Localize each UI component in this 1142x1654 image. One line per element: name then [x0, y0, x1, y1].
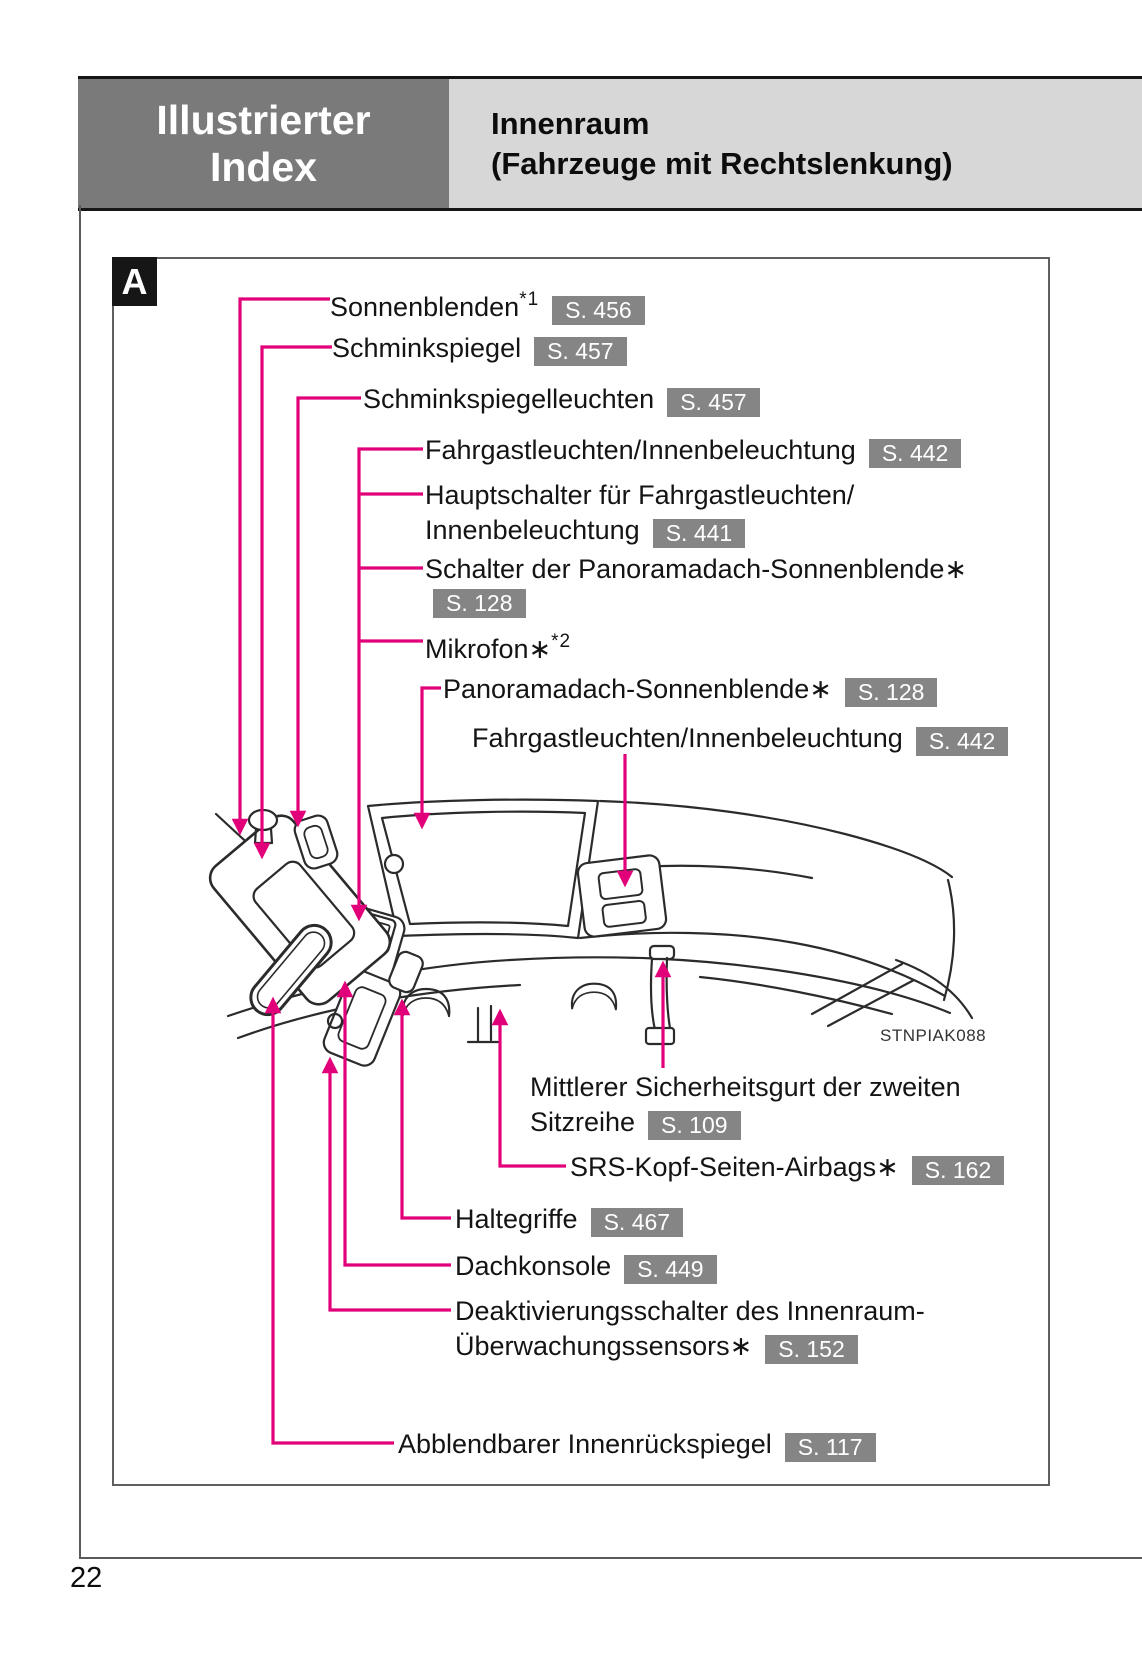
- section-title-line2: (Fahrzeuge mit Rechtslenkung): [491, 145, 953, 181]
- chapter-title-line2: Index: [209, 143, 318, 190]
- label-dachkonsole: [455, 1251, 717, 1284]
- label-footnote-mark: *2: [551, 631, 572, 652]
- chapter-title-line1: Illustrierter: [156, 96, 371, 143]
- label-text: Fahrgastleuchten/Innenbeleuchtung: [472, 723, 903, 753]
- section-title-line1: Innenraum: [491, 105, 650, 141]
- leader-schminkspiegelleuchten: [298, 398, 361, 824]
- leader-panoramadach: [422, 688, 441, 826]
- label-text: Mittlerer Sicherheitsgurt der zweiten: [530, 1072, 961, 1102]
- leader-trunk-group: [359, 449, 423, 918]
- label-mittlerer-sicherheitsgurt: [530, 1072, 961, 1140]
- page-ref-badge: S. 162: [912, 1156, 1005, 1185]
- page-ref-badge: S. 467: [591, 1208, 684, 1237]
- label-text: Dachkonsole: [455, 1251, 612, 1281]
- label-text: Schalter der Panoramadach-Sonnenblende∗: [425, 554, 967, 584]
- label-fahrgastleuchten-1: [425, 435, 961, 468]
- label-text-line2: [530, 1107, 961, 1140]
- label-text: Sonnenblenden: [330, 292, 520, 322]
- label-srs-airbags: [570, 1152, 1004, 1185]
- page-ref-badge: S. 128: [433, 589, 526, 618]
- label-innenrueckspiegel: [398, 1429, 876, 1462]
- label-text: Schminkspiegel: [332, 333, 522, 363]
- page-number: 22: [70, 1562, 103, 1594]
- label-text: Panoramadach-Sonnenblende∗: [443, 674, 832, 704]
- figure-code: STNPIAK088: [880, 1026, 987, 1045]
- label-text: Haltegriffe: [455, 1204, 578, 1234]
- leader-haltegriffe: [402, 1002, 451, 1218]
- label-schminkspiegel: [332, 333, 627, 366]
- label-text: Schminkspiegelleuchten: [363, 384, 655, 414]
- page-ref-badge: S. 449: [624, 1255, 717, 1284]
- label-footnote-mark: *1: [519, 289, 540, 310]
- label-deaktivierungsschalter: [455, 1296, 925, 1364]
- page-ref-badge: S. 442: [916, 727, 1009, 756]
- page-ref-badge: S. 117: [785, 1433, 876, 1462]
- leader-innenrueckspiegel: [273, 1000, 394, 1443]
- label-text: Deaktivierungsschalter des Innenraum-: [455, 1296, 925, 1326]
- label-text: Innenbeleuchtung: [425, 515, 640, 545]
- label-schminkspiegelleuchten: [363, 384, 760, 417]
- label-sonnenblenden: [330, 285, 645, 325]
- label-mikrofon: [425, 627, 571, 664]
- label-schalter-panoramadach: [425, 554, 967, 584]
- label-text: Abblendbarer Innenrückspiegel: [398, 1429, 772, 1459]
- page-ref-badge: S. 109: [648, 1111, 741, 1140]
- label-text-line2: [425, 515, 854, 548]
- label-haltegriffe: [455, 1204, 683, 1237]
- label-text: Hauptschalter für Fahrgastleuchten/: [425, 480, 855, 510]
- label-text: SRS-Kopf-Seiten-Airbags∗: [570, 1152, 899, 1182]
- page-ref-badge: S. 128: [845, 678, 938, 707]
- label-text: Mikrofon∗: [425, 634, 552, 664]
- leader-dachkonsole: [345, 984, 451, 1265]
- label-fahrgastleuchten-2: [472, 723, 1008, 756]
- label-hauptschalter: [425, 480, 854, 548]
- page-ref-badge: S. 457: [534, 337, 627, 366]
- label-text: Sitzreihe: [530, 1107, 636, 1137]
- section-marker: A: [112, 257, 157, 306]
- leader-sonnenblenden: [240, 299, 330, 832]
- leader-deaktivierungsschalter: [330, 1060, 451, 1310]
- page-ref-badge: S. 456: [552, 296, 645, 325]
- page-ref-badge: S. 457: [667, 388, 760, 417]
- label-text-line2: [455, 1331, 925, 1364]
- label-text: Fahrgastleuchten/Innenbeleuchtung: [425, 435, 856, 465]
- page-ref-badge: S. 442: [869, 439, 962, 468]
- page-ref-badge: S. 441: [653, 519, 746, 548]
- label-panoramadach-sonnenblende: [443, 674, 937, 707]
- page-ref-badge: S. 152: [765, 1335, 858, 1364]
- label-text: Überwachungssensors∗: [455, 1331, 753, 1361]
